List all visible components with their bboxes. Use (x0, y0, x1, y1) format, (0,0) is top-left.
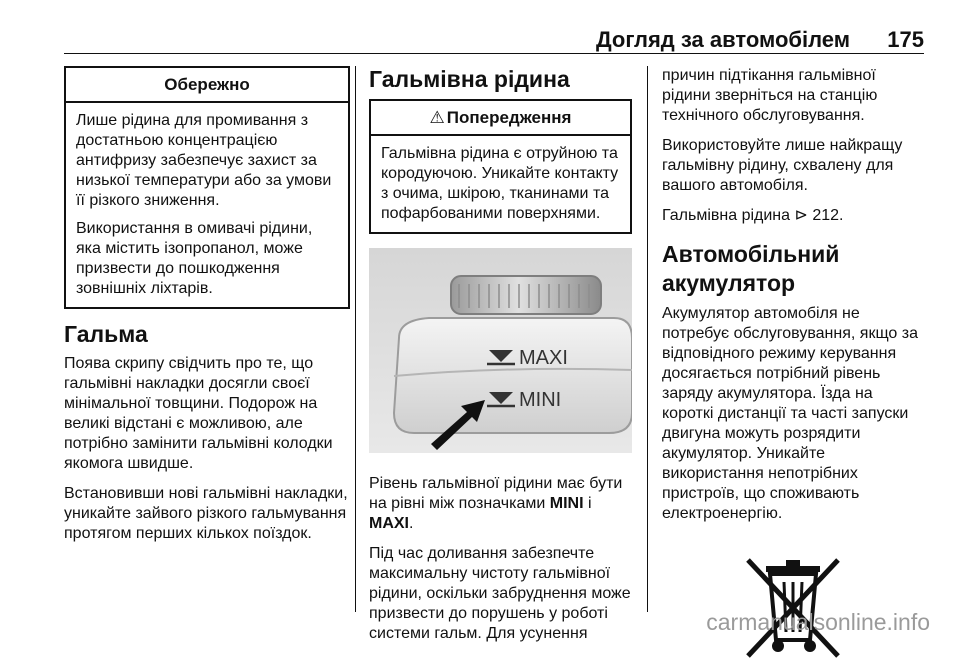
warning-box-title (371, 101, 630, 136)
warning-box (369, 99, 632, 234)
page-header (0, 0, 960, 52)
caution-box-body (66, 103, 348, 307)
cross-reference-text: Гальмівна рідина (662, 207, 795, 224)
brakes-heading: Гальма (64, 321, 148, 347)
max-label: MAXI (519, 347, 568, 369)
page-number: 175 (887, 27, 924, 52)
column-2 (369, 66, 632, 654)
crossed-out-bin-icon (738, 552, 848, 664)
cross-reference-arrow-icon: ⊳ (794, 207, 808, 224)
column-3 (662, 66, 926, 669)
fluid-level-max: MAXI (369, 515, 409, 532)
caution-box-title: Обережно (66, 68, 348, 103)
cross-reference-page: 212. (807, 207, 844, 224)
brakes-paragraph: Поява скрипу свідчить про те, що гальмівні накладки досягли своєї мінімальної товщини. Подорож на великі відстані є можливою, але потрібно замінити гальмівні колодки якомога швидше. (64, 355, 333, 472)
reservoir-body (394, 318, 632, 433)
fluid-quality-paragraph: Використовуйте лише найкращу гальмівну рідину, схвалену для вашого автомобіля. (662, 137, 903, 194)
warning-box-body (371, 136, 630, 232)
page-title: Догляд за автомобілем (595, 27, 850, 52)
warning-title-text: Попередження (446, 108, 572, 127)
caution-box (64, 66, 350, 309)
leak-paragraph: причин підтікання гальмівної рідини зверніться на станцію технічного обслуговування. (662, 67, 878, 124)
fluid-level-min: MINI (549, 495, 584, 512)
warning-triangle-icon: ⚠ (429, 108, 445, 127)
brake-fluid-heading: Гальмівна рідина (369, 66, 570, 92)
column-divider-1 (355, 66, 356, 612)
warning-paragraph: Гальмівна рідина є отруйною та кородуючою. Уникайте контакту з очима, шкірою, тканинами та пофарбованими поверхнями. (381, 145, 619, 222)
bin-lid (766, 566, 820, 572)
battery-paragraph: Акумулятор автомобіля не потребує обслуговування, якщо за відповідного режиму керування досягається потрібний рівень заряду акумулятора. Їзда на короткі дистанції та часті запуски двигуна можуть розрядити акумулятор. Уникайте використання непотрібних пристроїв, що споживають електроенергію. (662, 305, 918, 522)
fluid-level-and: і (583, 495, 592, 512)
column-divider-2 (647, 66, 648, 612)
header-divider (64, 53, 924, 54)
bin-handle (786, 560, 800, 566)
fluid-level-end: . (409, 515, 414, 532)
watermark: carmanualsonline.info (706, 609, 930, 635)
min-label: MINI (519, 389, 562, 411)
brakes-paragraph: Встановивши нові гальмівні накладки, уникайте зайвого різкого гальмування протягом перших кількох поїздок. (64, 485, 348, 542)
brake-fluid-reservoir-illustration (369, 248, 632, 453)
fluid-level-text: Рівень гальмівної рідини має бути на рівні між позначками (369, 475, 623, 512)
caution-paragraph: Використання в омивачі рідини, яка містить ізопропанол, може призвести до пошкодження зовнішніх ліхтарів. (76, 220, 313, 297)
column-1 (64, 66, 350, 554)
topup-paragraph: Під час доливання забезпечте максимальну чистоту гальмівної рідини, оскільки забруднення може призвести до порушень у роботі системи гальм. Для усунення (369, 545, 631, 642)
battery-heading: Автомобільний акумулятор (662, 241, 840, 296)
fluid-level-paragraph (369, 474, 632, 534)
cross-reference[interactable] (662, 206, 926, 226)
caution-paragraph: Лише рідина для промивання з достатньою концентрацією антифризу забезпечує захист за низької температури або за умови її різкого зниження. (76, 112, 332, 209)
